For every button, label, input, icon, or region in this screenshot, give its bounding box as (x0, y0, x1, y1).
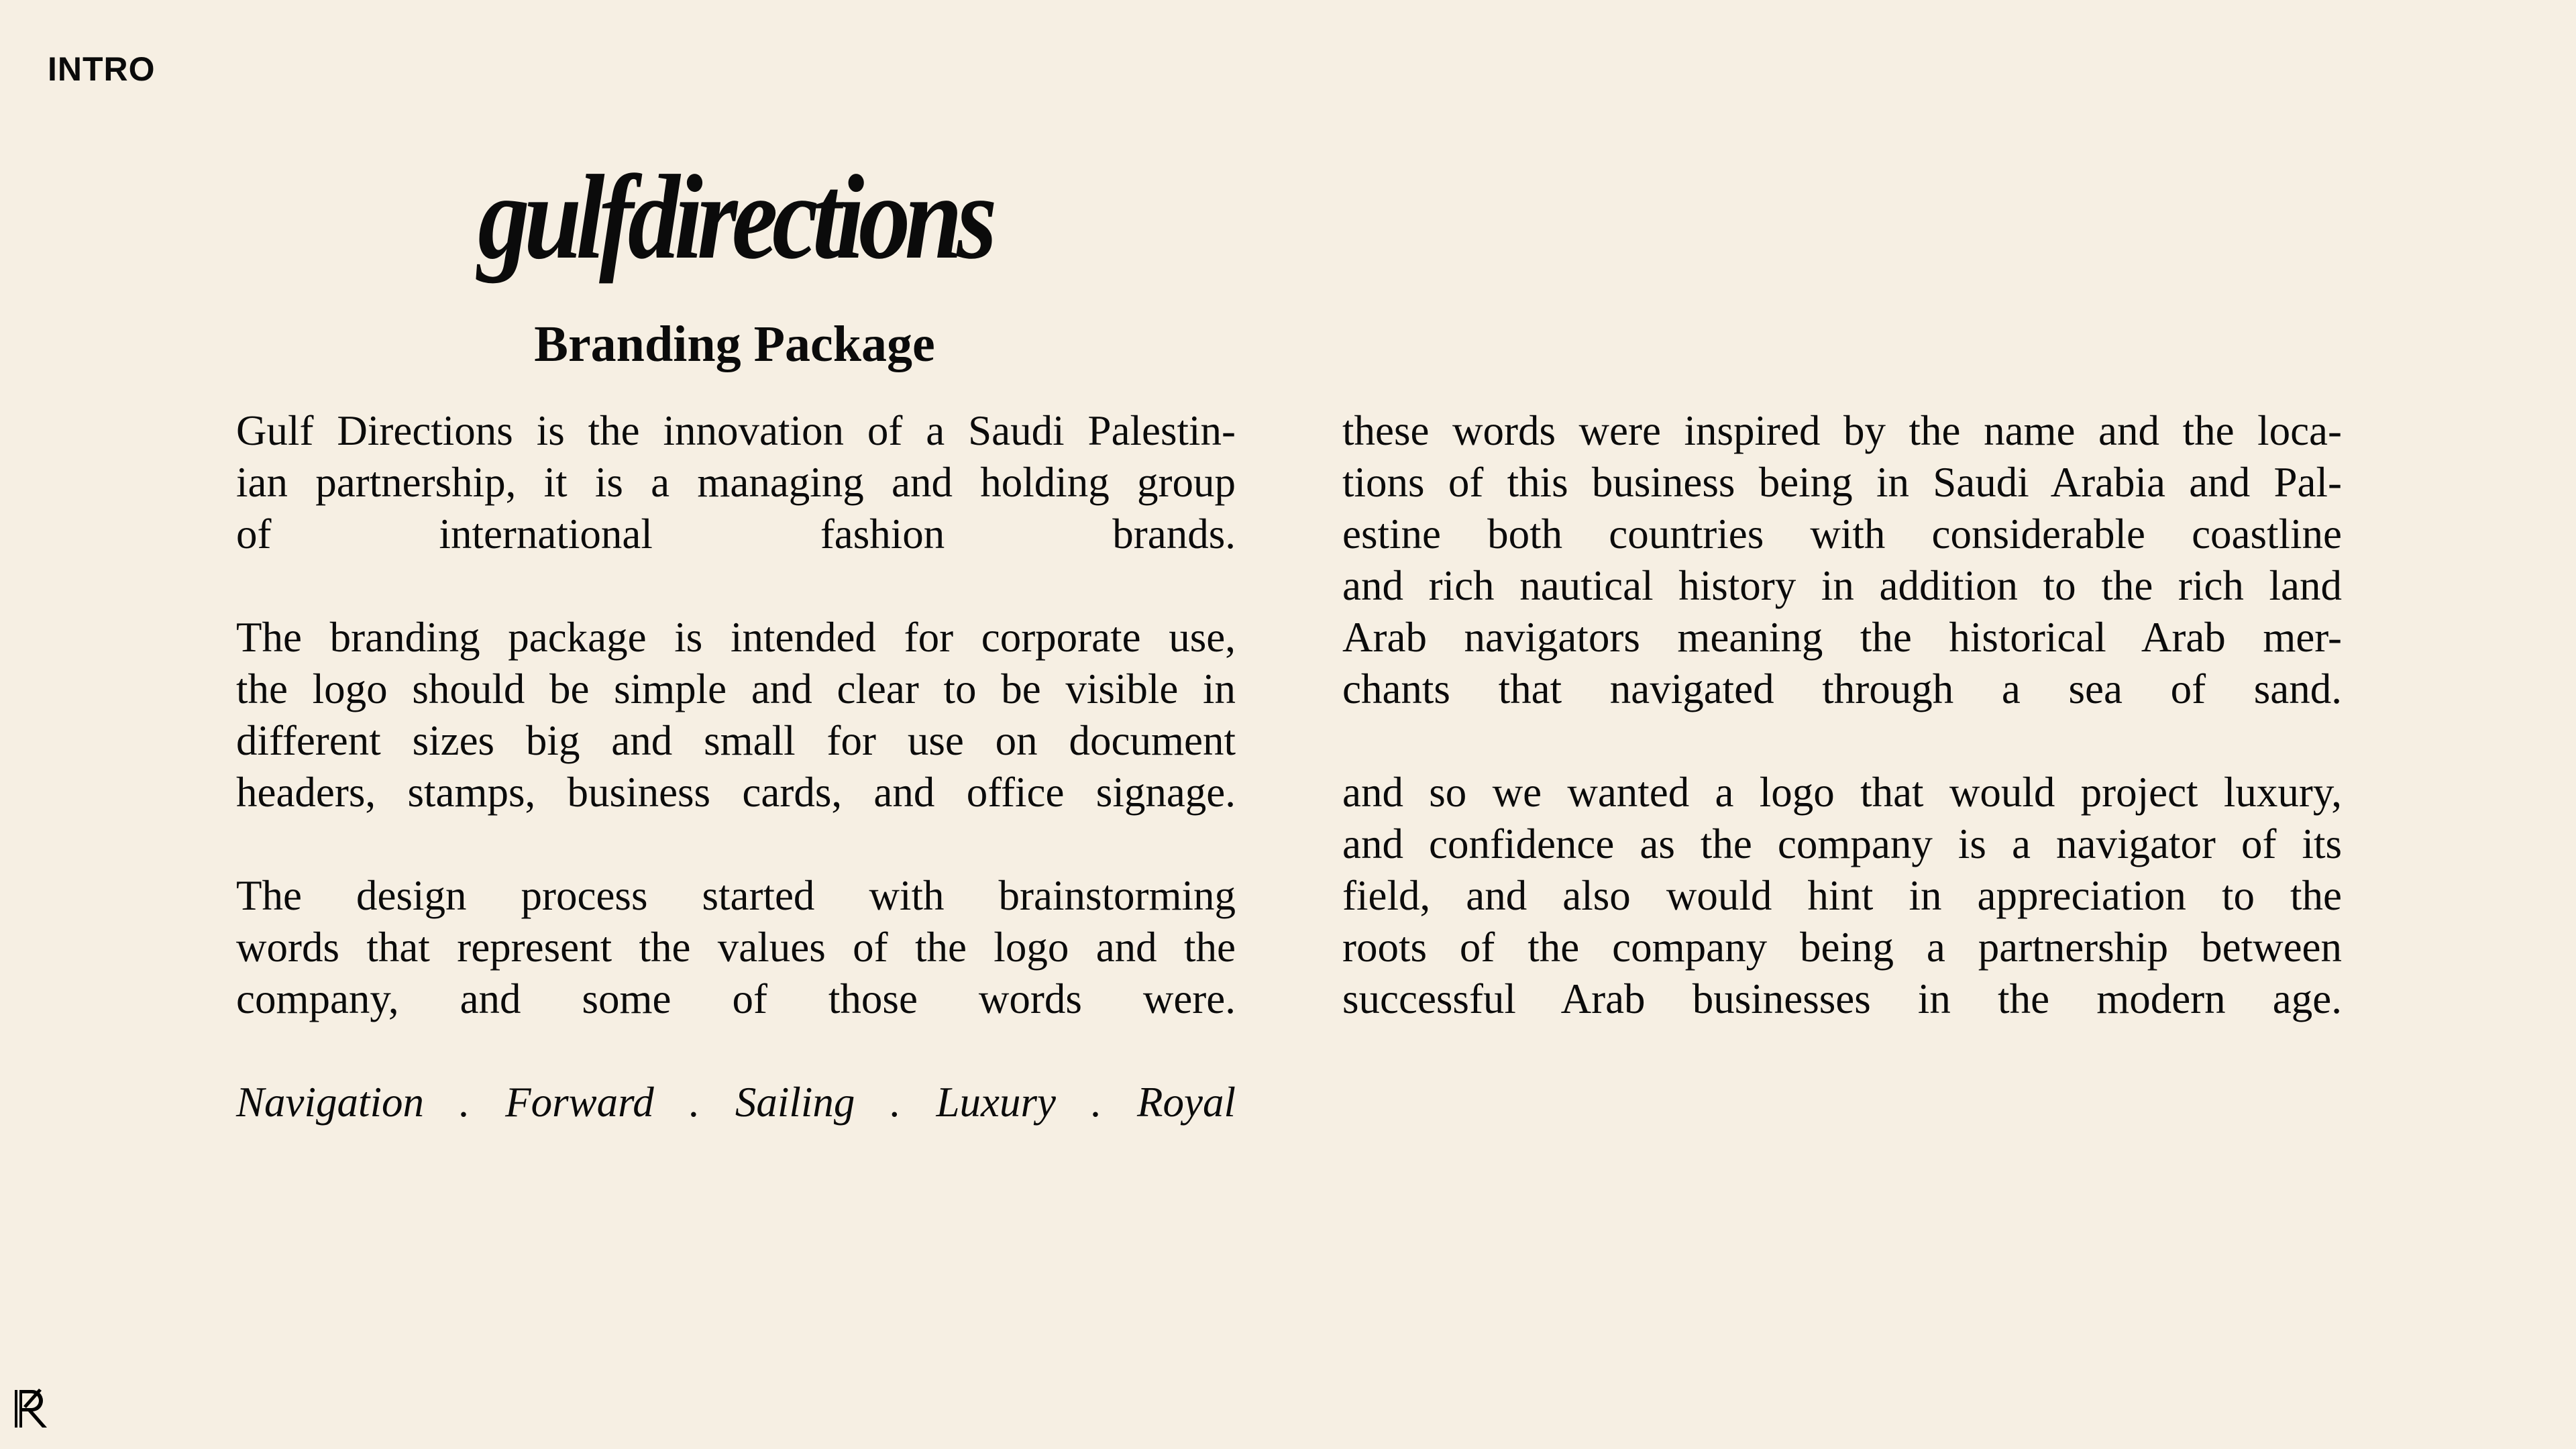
left-paragraph-line: words that represent the values of the logo and the (236, 924, 1236, 971)
brand-logo (0, 148, 1469, 286)
right-paragraph-line: and so we wanted a logo that would project luxury, (1342, 769, 2342, 816)
left-paragraph-line: The design process started with brainstorming (236, 872, 1236, 919)
blank-line (1342, 715, 2342, 767)
right-paragraph-line: and confidence as the company is a navigator of its (1342, 820, 2342, 867)
blank-line (236, 818, 1236, 870)
left-paragraph-line: Gulf Directions is the innovation of a Saudi Palestin- (236, 407, 1236, 454)
left-paragraph-line: company, and some of those words were. (236, 975, 1236, 1022)
right-paragraph-line: field, and also would hint in appreciation to the (1342, 872, 2342, 919)
left-paragraph-line: the logo should be simple and clear to be visible in (236, 665, 1236, 712)
right-paragraph-line: estine both countries with considerable coastline (1342, 511, 2342, 557)
left-paragraph-line: The branding package is intended for corporate use, (236, 614, 1236, 661)
right-paragraph-line: successful Arab businesses in the modern age. (1342, 975, 2342, 1022)
monogram-logo-icon (12, 1385, 50, 1433)
right-text-column (1342, 405, 2342, 1025)
blank-line (236, 560, 1236, 612)
left-paragraph-line: Navigation . Forward . Sailing . Luxury . Royal (236, 1079, 1236, 1126)
blank-line (236, 1025, 1236, 1077)
left-paragraph-line: of international fashion brands. (236, 511, 1236, 557)
left-paragraph-line: ian partnership, it is a managing and holding group (236, 459, 1236, 506)
left-paragraph-line: different sizes big and small for use on document (236, 717, 1236, 764)
section-label: INTRO (48, 50, 156, 88)
logo-wordmark: gulfdirections (478, 150, 991, 284)
right-paragraph-line: Arab navigators meaning the historical Arab mer- (1342, 614, 2342, 661)
right-paragraph-line: these words were inspired by the name and the loca- (1342, 407, 2342, 454)
page-subtitle: Branding Package (534, 316, 935, 372)
left-text-column (236, 405, 1236, 1128)
right-paragraph-line: roots of the company being a partnership between (1342, 924, 2342, 971)
right-paragraph-line: and rich nautical history in addition to the rich land (1342, 562, 2342, 609)
right-paragraph-line: chants that navigated through a sea of sand. (1342, 665, 2342, 712)
left-paragraph-line: headers, stamps, business cards, and office signage. (236, 769, 1236, 816)
right-paragraph-line: tions of this business being in Saudi Arabia and Pal- (1342, 459, 2342, 506)
